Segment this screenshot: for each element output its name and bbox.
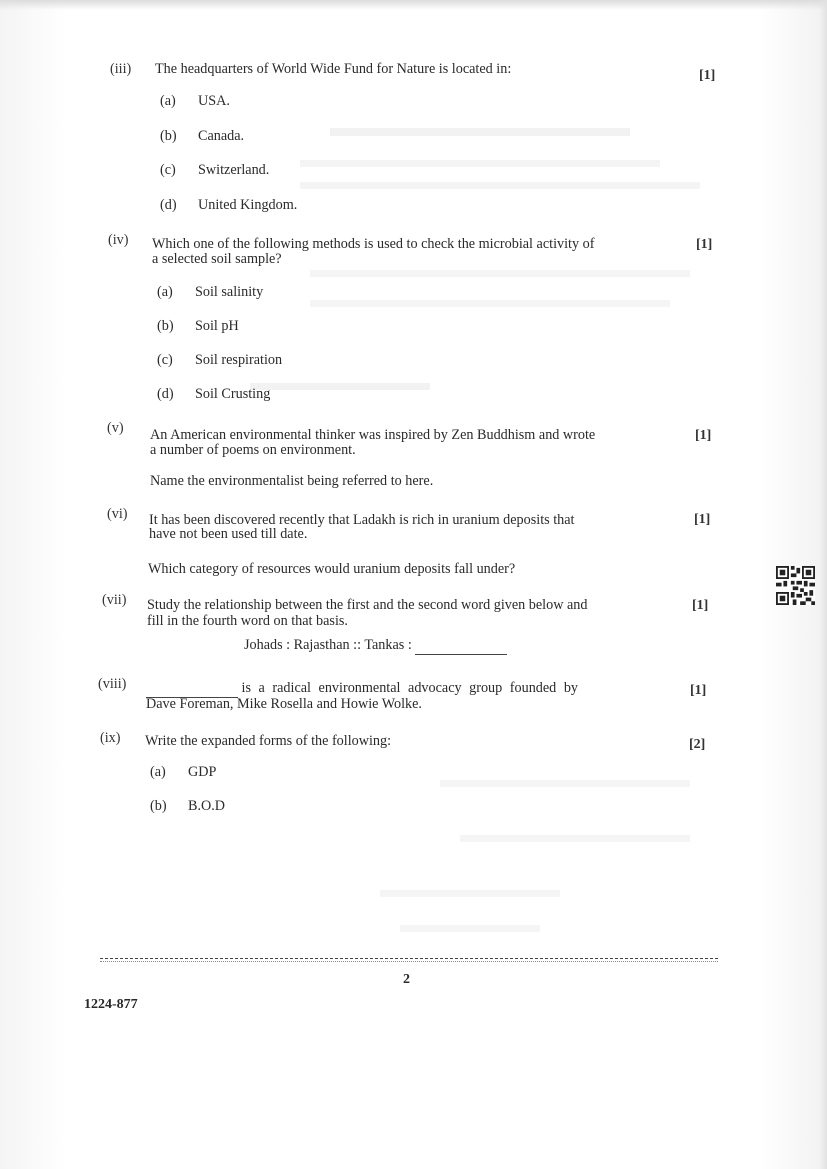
option-label: (a) (150, 764, 166, 780)
option-text: Soil Crusting (195, 386, 271, 402)
question-number: (vii) (102, 592, 127, 608)
page-edge-shadow (819, 0, 827, 1169)
option-text: United Kingdom. (198, 197, 298, 213)
question-number: (vi) (107, 506, 128, 522)
question-text-line-2: a selected soil sample? (152, 251, 282, 267)
option-label: (c) (157, 352, 173, 368)
marks-badge: [1] (690, 683, 707, 698)
question-text-line-2: a number of poems on environment. (150, 442, 356, 458)
footer-divider (100, 958, 718, 959)
option-label: (c) (160, 162, 176, 178)
option-text: USA. (198, 93, 230, 109)
top-shadow (0, 0, 827, 10)
answer-blank (415, 637, 507, 655)
option-a (157, 284, 263, 301)
option-label: (b) (157, 318, 174, 334)
option-label: (a) (157, 284, 173, 300)
page-number: 2 (403, 972, 410, 987)
qr-code-icon (776, 566, 815, 605)
option-c (157, 352, 282, 369)
question-followup: Name the environmentalist being referred to here. (150, 473, 434, 489)
question-text-line-1: Study the relationship between the first and the second word given below and (147, 597, 588, 613)
marks-badge: [1] (692, 598, 709, 613)
question-number: (iii) (110, 61, 132, 77)
option-text: Soil pH (195, 318, 239, 334)
footer-divider-secondary (100, 961, 718, 962)
option-a (150, 764, 216, 781)
question-text: The headquarters of World Wide Fund for Nature is located in: (155, 61, 512, 77)
marks-badge: [2] (689, 737, 706, 752)
question-text-line-2: have not been used till date. (149, 526, 308, 542)
question-text-line-2: fill in the fourth word on that basis. (147, 613, 348, 629)
option-b (157, 318, 239, 335)
option-b (160, 128, 244, 145)
question-text: Write the expanded forms of the following: (145, 733, 392, 749)
option-label: (b) (150, 798, 167, 814)
question-number: (ix) (100, 730, 121, 746)
marks-badge: [1] (699, 68, 716, 83)
marks-badge: [1] (696, 237, 713, 252)
option-label: (b) (160, 128, 177, 144)
option-text: Canada. (198, 128, 245, 144)
option-text: B.O.D (188, 798, 226, 814)
option-text: GDP (188, 764, 217, 780)
option-b (150, 798, 225, 815)
question-text: is a radical environmental advocacy group founded by (241, 680, 579, 696)
marks-badge: [1] (694, 512, 711, 527)
option-label: (d) (157, 386, 174, 402)
option-a (160, 93, 230, 110)
question-followup: Which category of resources would uranium deposits fall under? (148, 561, 516, 577)
question-number: (viii) (98, 676, 127, 692)
question-text-line-2: Dave Foreman, Mike Rosella and Howie Wolke. (146, 696, 422, 712)
option-label: (d) (160, 197, 177, 213)
option-d (160, 197, 297, 214)
analogy-text: Johads : Rajasthan :: Tankas : (244, 637, 412, 653)
option-text: Soil respiration (195, 352, 283, 368)
option-text: Switzerland. (198, 162, 270, 178)
question-text-line-1: It has been discovered recently that Ladakh is rich in uranium deposits that (149, 512, 575, 528)
option-text: Soil salinity (195, 284, 264, 300)
marks-badge: [1] (695, 428, 712, 443)
option-label: (a) (160, 93, 176, 109)
question-text-line-1: An American environmental thinker was inspired by Zen Buddhism and wrote (150, 427, 596, 443)
question-number: (v) (107, 420, 124, 436)
paper-code: 1224-877 (84, 997, 138, 1012)
analogy-line (244, 637, 507, 655)
question-text-line-1: Which one of the following methods is used to check the microbial activity of (152, 236, 595, 252)
option-c (160, 162, 269, 179)
option-d (157, 386, 270, 403)
question-number: (iv) (108, 232, 129, 248)
